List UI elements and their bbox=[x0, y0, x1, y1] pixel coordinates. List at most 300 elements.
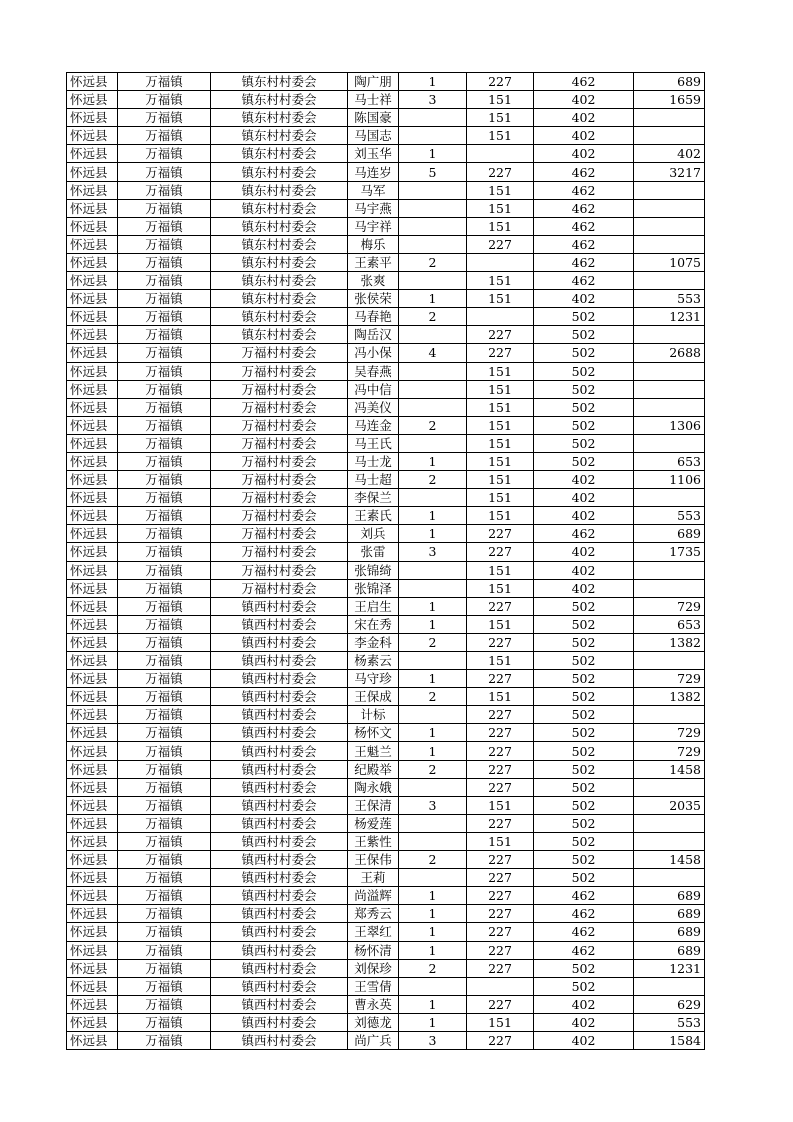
table-row bbox=[67, 362, 705, 380]
name-cell: 张侯荣 bbox=[348, 290, 399, 308]
amount-a-cell: 151 bbox=[467, 380, 534, 398]
name-cell: 马国志 bbox=[348, 127, 399, 145]
name-cell: 吴春燕 bbox=[348, 362, 399, 380]
table-row bbox=[67, 995, 705, 1013]
amount-a-cell: 151 bbox=[467, 127, 534, 145]
amount-b-cell: 402 bbox=[534, 290, 634, 308]
amount-b-cell: 502 bbox=[534, 796, 634, 814]
household-count-cell: 2 bbox=[399, 253, 467, 271]
amount-b-cell: 502 bbox=[534, 832, 634, 850]
name-cell: 尚广兵 bbox=[348, 1031, 399, 1049]
name-cell: 冯中信 bbox=[348, 380, 399, 398]
amount-a-cell: 151 bbox=[467, 796, 534, 814]
household-count-cell: 1 bbox=[399, 525, 467, 543]
name-cell: 王魁兰 bbox=[348, 742, 399, 760]
county-cell: 怀远县 bbox=[67, 561, 118, 579]
total-amount-cell: 689 bbox=[634, 73, 705, 91]
table-row bbox=[67, 326, 705, 344]
village-committee-cell: 镇西村村委会 bbox=[211, 887, 348, 905]
county-cell: 怀远县 bbox=[67, 416, 118, 434]
town-cell: 万福镇 bbox=[118, 525, 211, 543]
table-row bbox=[67, 778, 705, 796]
village-committee-cell: 镇东村村委会 bbox=[211, 199, 348, 217]
table-row bbox=[67, 543, 705, 561]
amount-b-cell: 502 bbox=[534, 398, 634, 416]
county-cell: 怀远县 bbox=[67, 706, 118, 724]
name-cell: 马春艳 bbox=[348, 308, 399, 326]
amount-b-cell: 502 bbox=[534, 308, 634, 326]
village-committee-cell: 万福村村委会 bbox=[211, 380, 348, 398]
amount-a-cell: 227 bbox=[467, 73, 534, 91]
amount-b-cell: 402 bbox=[534, 1031, 634, 1049]
name-cell: 刘保珍 bbox=[348, 959, 399, 977]
name-cell: 王保清 bbox=[348, 796, 399, 814]
name-cell: 王紫性 bbox=[348, 832, 399, 850]
total-amount-cell: 553 bbox=[634, 507, 705, 525]
table-row bbox=[67, 814, 705, 832]
table-row bbox=[67, 977, 705, 995]
amount-a-cell: 151 bbox=[467, 416, 534, 434]
total-amount-cell bbox=[634, 579, 705, 597]
county-cell: 怀远县 bbox=[67, 814, 118, 832]
amount-b-cell: 502 bbox=[534, 851, 634, 869]
town-cell: 万福镇 bbox=[118, 778, 211, 796]
name-cell: 马王氏 bbox=[348, 434, 399, 452]
name-cell: 马军 bbox=[348, 181, 399, 199]
total-amount-cell bbox=[634, 398, 705, 416]
village-committee-cell: 万福村村委会 bbox=[211, 452, 348, 470]
total-amount-cell: 402 bbox=[634, 145, 705, 163]
amount-a-cell: 151 bbox=[467, 507, 534, 525]
village-committee-cell: 镇西村村委会 bbox=[211, 688, 348, 706]
table-row bbox=[67, 941, 705, 959]
household-count-cell: 1 bbox=[399, 724, 467, 742]
county-cell: 怀远县 bbox=[67, 109, 118, 127]
table-row bbox=[67, 597, 705, 615]
name-cell: 马士超 bbox=[348, 471, 399, 489]
town-cell: 万福镇 bbox=[118, 326, 211, 344]
household-count-cell: 2 bbox=[399, 633, 467, 651]
household-count-cell: 1 bbox=[399, 905, 467, 923]
household-count-cell: 3 bbox=[399, 796, 467, 814]
amount-a-cell: 151 bbox=[467, 272, 534, 290]
total-amount-cell: 689 bbox=[634, 887, 705, 905]
village-committee-cell: 万福村村委会 bbox=[211, 434, 348, 452]
town-cell: 万福镇 bbox=[118, 235, 211, 253]
total-amount-cell bbox=[634, 199, 705, 217]
town-cell: 万福镇 bbox=[118, 416, 211, 434]
household-count-cell bbox=[399, 272, 467, 290]
town-cell: 万福镇 bbox=[118, 1013, 211, 1031]
household-count-cell: 1 bbox=[399, 742, 467, 760]
name-cell: 王翠红 bbox=[348, 923, 399, 941]
household-count-cell: 2 bbox=[399, 959, 467, 977]
town-cell: 万福镇 bbox=[118, 597, 211, 615]
amount-a-cell: 227 bbox=[467, 760, 534, 778]
name-cell: 王启生 bbox=[348, 597, 399, 615]
amount-a-cell: 151 bbox=[467, 832, 534, 850]
village-committee-cell: 镇西村村委会 bbox=[211, 851, 348, 869]
table-row bbox=[67, 959, 705, 977]
amount-a-cell: 151 bbox=[467, 471, 534, 489]
village-committee-cell: 镇东村村委会 bbox=[211, 326, 348, 344]
name-cell: 马宇燕 bbox=[348, 199, 399, 217]
amount-a-cell bbox=[467, 308, 534, 326]
household-count-cell bbox=[399, 326, 467, 344]
name-cell: 冯美仪 bbox=[348, 398, 399, 416]
amount-b-cell: 402 bbox=[534, 471, 634, 489]
table-row bbox=[67, 235, 705, 253]
town-cell: 万福镇 bbox=[118, 851, 211, 869]
town-cell: 万福镇 bbox=[118, 163, 211, 181]
county-cell: 怀远县 bbox=[67, 760, 118, 778]
household-count-cell: 5 bbox=[399, 163, 467, 181]
town-cell: 万福镇 bbox=[118, 742, 211, 760]
table-row bbox=[67, 796, 705, 814]
total-amount-cell: 729 bbox=[634, 724, 705, 742]
household-count-cell bbox=[399, 235, 467, 253]
town-cell: 万福镇 bbox=[118, 380, 211, 398]
household-count-cell: 1 bbox=[399, 615, 467, 633]
total-amount-cell: 689 bbox=[634, 923, 705, 941]
county-cell: 怀远县 bbox=[67, 452, 118, 470]
household-count-cell bbox=[399, 832, 467, 850]
county-cell: 怀远县 bbox=[67, 851, 118, 869]
table-row bbox=[67, 380, 705, 398]
county-cell: 怀远县 bbox=[67, 1013, 118, 1031]
table-row bbox=[67, 851, 705, 869]
table-row bbox=[67, 91, 705, 109]
village-committee-cell: 镇东村村委会 bbox=[211, 73, 348, 91]
household-count-cell: 2 bbox=[399, 851, 467, 869]
town-cell: 万福镇 bbox=[118, 995, 211, 1013]
town-cell: 万福镇 bbox=[118, 145, 211, 163]
county-cell: 怀远县 bbox=[67, 869, 118, 887]
town-cell: 万福镇 bbox=[118, 706, 211, 724]
name-cell: 马士龙 bbox=[348, 452, 399, 470]
amount-b-cell: 462 bbox=[534, 217, 634, 235]
amount-b-cell: 402 bbox=[534, 145, 634, 163]
table-row bbox=[67, 832, 705, 850]
total-amount-cell: 1106 bbox=[634, 471, 705, 489]
amount-b-cell: 502 bbox=[534, 597, 634, 615]
amount-b-cell: 402 bbox=[534, 507, 634, 525]
table-row bbox=[67, 416, 705, 434]
household-count-cell bbox=[399, 977, 467, 995]
village-committee-cell: 万福村村委会 bbox=[211, 416, 348, 434]
village-committee-cell: 镇东村村委会 bbox=[211, 253, 348, 271]
table-row bbox=[67, 652, 705, 670]
total-amount-cell bbox=[634, 832, 705, 850]
amount-a-cell: 151 bbox=[467, 579, 534, 597]
county-cell: 怀远县 bbox=[67, 778, 118, 796]
name-cell: 计标 bbox=[348, 706, 399, 724]
county-cell: 怀远县 bbox=[67, 579, 118, 597]
amount-a-cell: 227 bbox=[467, 344, 534, 362]
household-count-cell bbox=[399, 652, 467, 670]
household-count-cell: 2 bbox=[399, 308, 467, 326]
table-row bbox=[67, 471, 705, 489]
town-cell: 万福镇 bbox=[118, 941, 211, 959]
amount-b-cell: 502 bbox=[534, 724, 634, 742]
table-body bbox=[67, 73, 705, 1050]
table-row bbox=[67, 869, 705, 887]
total-amount-cell bbox=[634, 489, 705, 507]
total-amount-cell bbox=[634, 561, 705, 579]
village-committee-cell: 镇东村村委会 bbox=[211, 272, 348, 290]
household-count-cell: 2 bbox=[399, 471, 467, 489]
village-committee-cell: 镇东村村委会 bbox=[211, 235, 348, 253]
household-count-cell: 3 bbox=[399, 91, 467, 109]
county-cell: 怀远县 bbox=[67, 959, 118, 977]
county-cell: 怀远县 bbox=[67, 199, 118, 217]
village-committee-cell: 镇西村村委会 bbox=[211, 615, 348, 633]
amount-b-cell: 502 bbox=[534, 434, 634, 452]
amount-b-cell: 502 bbox=[534, 380, 634, 398]
village-committee-cell: 镇西村村委会 bbox=[211, 778, 348, 796]
table-row bbox=[67, 163, 705, 181]
total-amount-cell: 689 bbox=[634, 525, 705, 543]
table-row bbox=[67, 887, 705, 905]
name-cell: 王素氏 bbox=[348, 507, 399, 525]
amount-a-cell: 151 bbox=[467, 688, 534, 706]
name-cell: 张锦泽 bbox=[348, 579, 399, 597]
household-count-cell bbox=[399, 199, 467, 217]
table-row bbox=[67, 579, 705, 597]
county-cell: 怀远县 bbox=[67, 362, 118, 380]
total-amount-cell bbox=[634, 217, 705, 235]
amount-a-cell: 227 bbox=[467, 706, 534, 724]
total-amount-cell bbox=[634, 326, 705, 344]
household-count-cell bbox=[399, 109, 467, 127]
amount-b-cell: 502 bbox=[534, 706, 634, 724]
name-cell: 陶岳汉 bbox=[348, 326, 399, 344]
village-committee-cell: 镇西村村委会 bbox=[211, 814, 348, 832]
village-committee-cell: 镇东村村委会 bbox=[211, 290, 348, 308]
table-row bbox=[67, 253, 705, 271]
county-cell: 怀远县 bbox=[67, 91, 118, 109]
amount-a-cell: 227 bbox=[467, 778, 534, 796]
name-cell: 王保成 bbox=[348, 688, 399, 706]
village-committee-cell: 镇东村村委会 bbox=[211, 127, 348, 145]
name-cell: 尚溢辉 bbox=[348, 887, 399, 905]
amount-b-cell: 502 bbox=[534, 814, 634, 832]
county-cell: 怀远县 bbox=[67, 633, 118, 651]
village-committee-cell: 镇西村村委会 bbox=[211, 923, 348, 941]
county-cell: 怀远县 bbox=[67, 471, 118, 489]
amount-a-cell bbox=[467, 145, 534, 163]
household-count-cell bbox=[399, 489, 467, 507]
amount-a-cell: 227 bbox=[467, 995, 534, 1013]
total-amount-cell: 3217 bbox=[634, 163, 705, 181]
amount-b-cell: 502 bbox=[534, 652, 634, 670]
amount-a-cell: 227 bbox=[467, 597, 534, 615]
amount-b-cell: 402 bbox=[534, 1013, 634, 1031]
total-amount-cell bbox=[634, 434, 705, 452]
county-cell: 怀远县 bbox=[67, 796, 118, 814]
total-amount-cell: 2688 bbox=[634, 344, 705, 362]
table-row bbox=[67, 742, 705, 760]
town-cell: 万福镇 bbox=[118, 217, 211, 235]
amount-a-cell: 227 bbox=[467, 543, 534, 561]
name-cell: 马连金 bbox=[348, 416, 399, 434]
town-cell: 万福镇 bbox=[118, 290, 211, 308]
amount-a-cell: 227 bbox=[467, 163, 534, 181]
amount-a-cell: 151 bbox=[467, 489, 534, 507]
total-amount-cell bbox=[634, 652, 705, 670]
total-amount-cell bbox=[634, 127, 705, 145]
county-cell: 怀远县 bbox=[67, 525, 118, 543]
town-cell: 万福镇 bbox=[118, 471, 211, 489]
amount-b-cell: 402 bbox=[534, 91, 634, 109]
town-cell: 万福镇 bbox=[118, 579, 211, 597]
amount-b-cell: 502 bbox=[534, 344, 634, 362]
county-cell: 怀远县 bbox=[67, 615, 118, 633]
amount-b-cell: 502 bbox=[534, 633, 634, 651]
household-count-cell: 4 bbox=[399, 344, 467, 362]
village-committee-cell: 镇西村村委会 bbox=[211, 796, 348, 814]
total-amount-cell: 1382 bbox=[634, 688, 705, 706]
amount-b-cell: 402 bbox=[534, 543, 634, 561]
town-cell: 万福镇 bbox=[118, 760, 211, 778]
household-count-cell bbox=[399, 217, 467, 235]
total-amount-cell: 653 bbox=[634, 615, 705, 633]
name-cell: 马士祥 bbox=[348, 91, 399, 109]
amount-a-cell: 227 bbox=[467, 633, 534, 651]
name-cell: 张锦绮 bbox=[348, 561, 399, 579]
household-count-cell: 1 bbox=[399, 290, 467, 308]
table-row bbox=[67, 615, 705, 633]
table-row bbox=[67, 1031, 705, 1049]
name-cell: 纪殿举 bbox=[348, 760, 399, 778]
town-cell: 万福镇 bbox=[118, 127, 211, 145]
total-amount-cell: 553 bbox=[634, 290, 705, 308]
county-cell: 怀远县 bbox=[67, 145, 118, 163]
county-cell: 怀远县 bbox=[67, 127, 118, 145]
county-cell: 怀远县 bbox=[67, 905, 118, 923]
table-row bbox=[67, 561, 705, 579]
table-row bbox=[67, 525, 705, 543]
total-amount-cell bbox=[634, 706, 705, 724]
town-cell: 万福镇 bbox=[118, 869, 211, 887]
name-cell: 王素平 bbox=[348, 253, 399, 271]
county-cell: 怀远县 bbox=[67, 235, 118, 253]
village-committee-cell: 万福村村委会 bbox=[211, 579, 348, 597]
amount-b-cell: 402 bbox=[534, 127, 634, 145]
village-committee-cell: 镇西村村委会 bbox=[211, 633, 348, 651]
amount-a-cell bbox=[467, 977, 534, 995]
village-committee-cell: 镇西村村委会 bbox=[211, 941, 348, 959]
county-cell: 怀远县 bbox=[67, 163, 118, 181]
amount-a-cell: 227 bbox=[467, 887, 534, 905]
village-committee-cell: 万福村村委会 bbox=[211, 344, 348, 362]
table-row bbox=[67, 724, 705, 742]
household-count-cell bbox=[399, 127, 467, 145]
name-cell: 李金科 bbox=[348, 633, 399, 651]
county-cell: 怀远县 bbox=[67, 272, 118, 290]
total-amount-cell bbox=[634, 362, 705, 380]
village-committee-cell: 镇东村村委会 bbox=[211, 308, 348, 326]
amount-b-cell: 402 bbox=[534, 109, 634, 127]
village-committee-cell: 镇东村村委会 bbox=[211, 163, 348, 181]
amount-a-cell: 227 bbox=[467, 941, 534, 959]
name-cell: 李保兰 bbox=[348, 489, 399, 507]
household-count-cell: 1 bbox=[399, 941, 467, 959]
county-cell: 怀远县 bbox=[67, 652, 118, 670]
household-count-cell bbox=[399, 362, 467, 380]
amount-b-cell: 502 bbox=[534, 362, 634, 380]
total-amount-cell: 1306 bbox=[634, 416, 705, 434]
total-amount-cell: 653 bbox=[634, 452, 705, 470]
amount-a-cell: 151 bbox=[467, 181, 534, 199]
household-count-cell bbox=[399, 380, 467, 398]
household-count-cell: 1 bbox=[399, 887, 467, 905]
town-cell: 万福镇 bbox=[118, 507, 211, 525]
amount-a-cell: 151 bbox=[467, 434, 534, 452]
amount-b-cell: 462 bbox=[534, 272, 634, 290]
amount-a-cell: 151 bbox=[467, 398, 534, 416]
county-cell: 怀远县 bbox=[67, 380, 118, 398]
amount-b-cell: 402 bbox=[534, 579, 634, 597]
village-committee-cell: 万福村村委会 bbox=[211, 543, 348, 561]
village-committee-cell: 万福村村委会 bbox=[211, 525, 348, 543]
town-cell: 万福镇 bbox=[118, 832, 211, 850]
amount-b-cell: 462 bbox=[534, 923, 634, 941]
table-row bbox=[67, 308, 705, 326]
name-cell: 王保伟 bbox=[348, 851, 399, 869]
amount-a-cell: 151 bbox=[467, 362, 534, 380]
town-cell: 万福镇 bbox=[118, 633, 211, 651]
amount-b-cell: 502 bbox=[534, 760, 634, 778]
household-count-cell bbox=[399, 814, 467, 832]
village-committee-cell: 镇西村村委会 bbox=[211, 760, 348, 778]
village-committee-cell: 万福村村委会 bbox=[211, 398, 348, 416]
name-cell: 王雪倩 bbox=[348, 977, 399, 995]
household-count-cell: 1 bbox=[399, 507, 467, 525]
county-cell: 怀远县 bbox=[67, 326, 118, 344]
name-cell: 郑秀云 bbox=[348, 905, 399, 923]
amount-b-cell: 502 bbox=[534, 869, 634, 887]
village-committee-cell: 镇西村村委会 bbox=[211, 706, 348, 724]
amount-b-cell: 502 bbox=[534, 742, 634, 760]
town-cell: 万福镇 bbox=[118, 362, 211, 380]
county-cell: 怀远县 bbox=[67, 923, 118, 941]
amount-a-cell: 151 bbox=[467, 217, 534, 235]
county-cell: 怀远县 bbox=[67, 489, 118, 507]
name-cell: 马守珍 bbox=[348, 670, 399, 688]
county-cell: 怀远县 bbox=[67, 398, 118, 416]
table-row bbox=[67, 398, 705, 416]
village-committee-cell: 镇西村村委会 bbox=[211, 959, 348, 977]
town-cell: 万福镇 bbox=[118, 561, 211, 579]
amount-b-cell: 462 bbox=[534, 941, 634, 959]
village-committee-cell: 万福村村委会 bbox=[211, 489, 348, 507]
total-amount-cell bbox=[634, 235, 705, 253]
name-cell: 冯小保 bbox=[348, 344, 399, 362]
village-committee-cell: 镇西村村委会 bbox=[211, 1013, 348, 1031]
name-cell: 王莉 bbox=[348, 869, 399, 887]
village-committee-cell: 镇西村村委会 bbox=[211, 869, 348, 887]
amount-a-cell: 151 bbox=[467, 109, 534, 127]
name-cell: 曹永英 bbox=[348, 995, 399, 1013]
amount-a-cell: 227 bbox=[467, 923, 534, 941]
table-row bbox=[67, 272, 705, 290]
total-amount-cell: 1458 bbox=[634, 760, 705, 778]
table-row bbox=[67, 127, 705, 145]
total-amount-cell: 2035 bbox=[634, 796, 705, 814]
amount-b-cell: 462 bbox=[534, 235, 634, 253]
total-amount-cell: 1735 bbox=[634, 543, 705, 561]
